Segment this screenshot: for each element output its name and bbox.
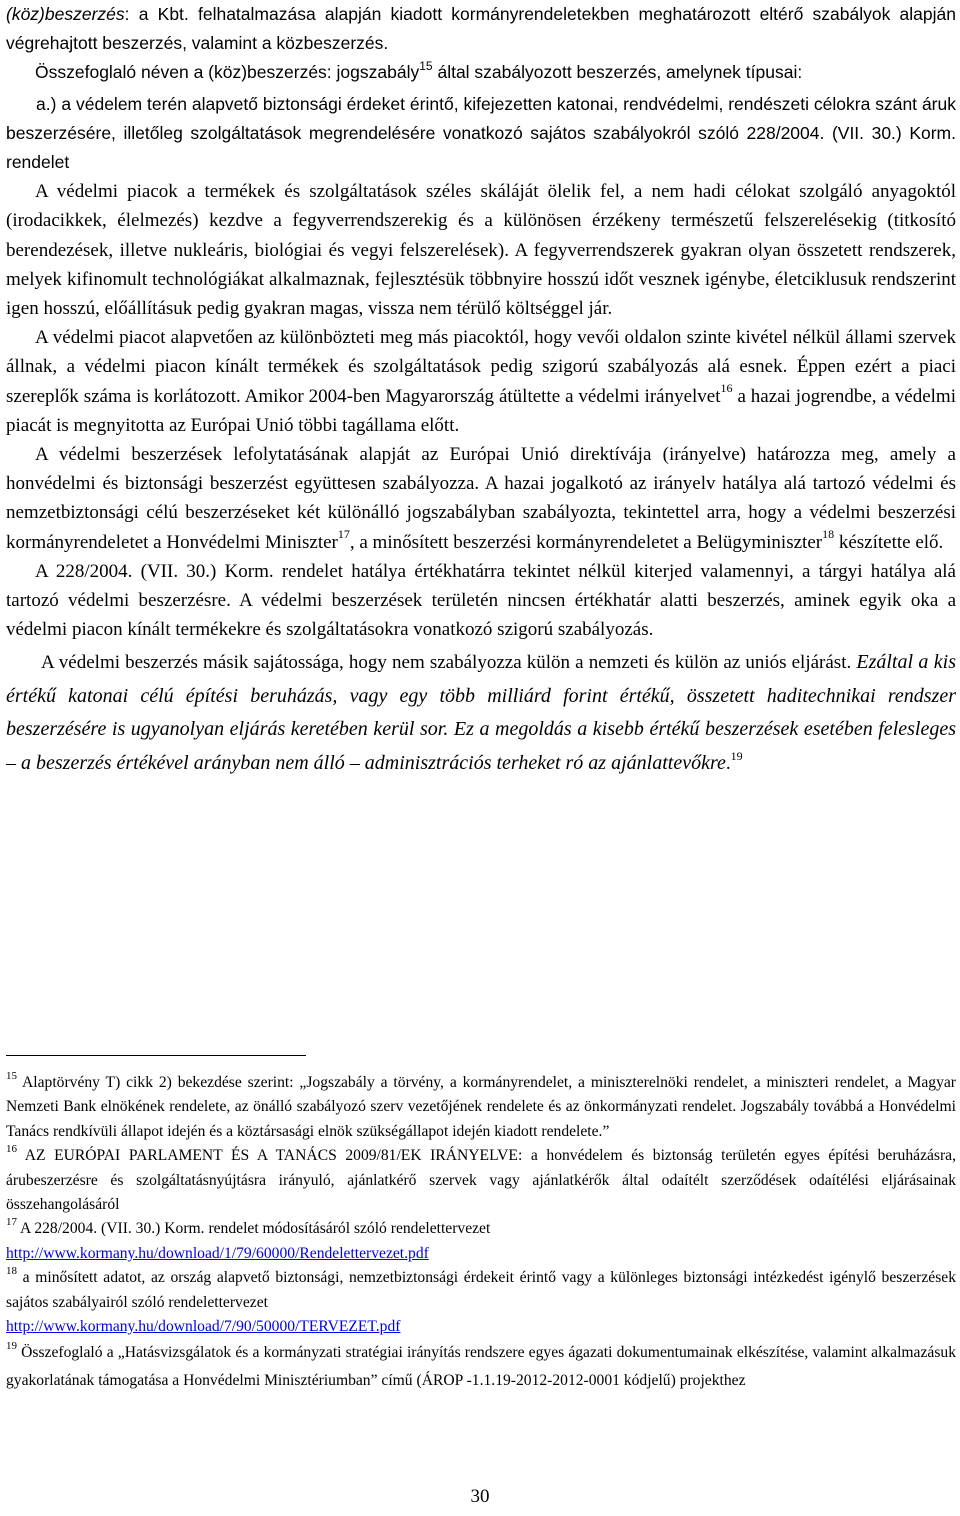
footnote-17: $^{17}$ A 228/2004. (VII. 30.) Korm. rendelet módosításáról szóló rendelettervezet http://www.kormany.hu/download/1/79/60000/Rendelettervezet.pdf [6, 1216, 491, 1262]
footnote-16: $^{16}$ AZ EURÓPAI PARLAMENT ÉS A TANÁCS 2009/81/EK IRÁNYELVE: a honvédelem és biztonság területén egyes építési beruházásra, árubeszerzésre és szolgáltatásnyújtásra irányuló, ajánlatkérő szervek vagy ajánlatkérők által odaítélt szerződések odaítélési eljárásainak összehangolásáról [6, 1143, 956, 1214]
footnote-separator [6, 1055, 306, 1056]
main-text [6, 0, 956, 780]
footnote-ref-19[interactable]: 19 [730, 748, 743, 763]
footnote-ref-17[interactable]: 17 [337, 527, 350, 542]
paragraph-procedure: A védelmi beszerzés másik sajátossága, hogy nem szabályozza külön a nemzeti és külön az uniós eljárást. Ezáltal a kis értékű katonai célú építési beruházás, vagy egy több milliárd forint értékű, összetett haditechnikai rendszer beszerzésére is ugyanolyan eljárás keretében kerül sor. Ez a megoldás a kisebb értékű beszerzések esetében felesleges – a beszerzés értékével arányban nem álló – adminisztrációs terheket ró az ajánlattevőkre.$^{19}$ [6, 651, 956, 774]
footnote-15: $^{15}$ Alaptörvény T) cikk 2) bekezdése szerint: „Jogszabály a törvény, a kormányrendelet, a miniszterelnöki rendelet, a miniszteri rendelet, a Magyar Nemzeti Bank elnökének rendelete, az önálló szabályozó szerv vezetőjének rendelete és az önkormányzati rendelet. Jogszabály továbbá a Honvédelmi Tanács rendkívüli állapot idején és a köztársasági elnök szükségállapot idején kiadott rendelete.” [6, 1069, 956, 1140]
footnote-ref-18[interactable]: 18 [822, 527, 835, 542]
page-number: 30 [470, 1486, 490, 1507]
paragraph-scope: A 228/2004. (VII. 30.) Korm. rendelet hatálya értékhatárra tekintet nélkül kiterjed valamennyi, a tárgyi hatálya alá tartozó védelmi beszerzésre. A védelmi beszerzések területén nincsen értékhatár alatti beszerzés, aminek egyik oka a védelmi piacon kínált termékekre és szolgáltatásokra vonatkozó szigorú szabályozás. [6, 560, 956, 641]
footnote-18: $^{18}$ a minősített adatot, az ország alapvető biztonsági, nemzetbiztonsági érdekeit érintő vagy a különleges biztonsági intézkedést igénylő beszerzések sajátos szabályairól szóló rendelettervezet http://www.kormany.hu/download/7/90/50000/TERVEZET.pdf [6, 1265, 956, 1336]
paragraph-type-a: a.) a védelem terén alapvető biztonsági érdeket érintő, kifejezetten katonai, rendvédelmi, rendészeti célokra szánt áruk beszerzésére, illetőleg szolgáltatások megrendelésére vonatkozó sajátos szabályokról szóló 228/2004. (VII. 30.) Korm. rendelet [6, 93, 956, 173]
paragraph-defense-markets: A védelmi piacok a termékek és szolgáltatások széles skáláját ölelik fel, a nem hadi célokat szolgáló anyagoktól (irodacikkek, élelmezés) kezdve a fegyverrendszerekig és a különösen érzékeny természetű felszerelésekig (titkosító berendezések, illetve nukleáris, biológiai és vegyi felszerelések). A fegyverrendszerek gyakran olyan összetett rendszerek, melyek kifinomult technológiákat alkalmaznak, fejlesztésük többnyire hosszú időt vesznek igénybe, életciklusuk rendszerint igen hosszú, előállításuk pedig gyakran magas, vissza nem térülő költséggel jár. [6, 181, 956, 320]
paragraph-definition [6, 0, 956, 58]
footnote-ref-15[interactable]: 15 [419, 58, 433, 73]
term-kozbeszerzes: (köz)beszerzés [6, 4, 125, 24]
paragraph-defense-market-differences: A védelmi piacot alapvetően az különbözteti meg más piacoktól, hogy vevői oldalon szinte kivétel nélkül állami szervek állnak, a védelmi piacon kínált termékek és szolgáltatások pedig szigorú szabályozás alá esnek. Éppen ezért a piaci szereplők száma is korlátozott. Amikor 2004-ben Magyarország átültette a védelmi irányelvet$^{16}$ a hazai jogrendbe, a védelmi piacát is megnyitotta az Európai Unió többi tagállama előtt. [6, 327, 956, 436]
footnote-18-link[interactable]: http://www.kormany.hu/download/7/90/50000/TERVEZET.pdf [6, 1318, 401, 1336]
footnote-17-link[interactable]: http://www.kormany.hu/download/1/79/60000/Rendelettervezet.pdf [6, 1244, 429, 1262]
footnotes [6, 1071, 956, 1395]
footnote-19: $^{19}$ Összefoglaló a „Hatásvizsgálatok és a kormányzati stratégiai irányítás rendszere egyes ágazati dokumentumainak elkészítése, valamint alkalmazásuk gyakorlatának támogatása a Honvédelmi Minisztériumban” című (ÁROP -1.1.19-2012-2012-0001 kódjelű) projekthez [6, 1340, 956, 1390]
paragraph-summary: Összefoglaló néven a (köz)beszerzés: jogszabály$^{15}$ által szabályozott beszerzés, amelynek típusai: [35, 58, 803, 83]
footnote-ref-16[interactable]: 16 [720, 381, 733, 396]
paragraph-eu-directive: A védelmi beszerzések lefolytatásának alapját az Európai Unió direktívája (irányelve) határozza meg, amely a honvédelmi és biztonsági beszerzést együttesen szabályozza. A hazai jogalkotó az irányelv hatálya alá tartozó védelmi és nemzetbiztonsági célú beszerzéseket két különálló jogszabályban szabályozta, tekintettel arra, hogy a védelmi beszerzési kormányrendeletet a Honvédelmi Miniszter$^{17}$, a minősített beszerzési kormányrendeletet a Belügyminiszter$^{18}$ készítette elő. [6, 444, 956, 553]
quoted-italic-text: Ezáltal a kis értékű katonai célú építési beruházás, vagy egy több milliárd forint értékű, összetett haditechnikai rendszer beszerzésére is ugyanolyan eljárás keretében kerül sor. Ez a megoldás a kisebb értékű beszerzések esetében felesleges – a beszerzés értékével arányban nem álló – adminisztrációs terheket ró az ajánlattevőkre [6, 651, 956, 774]
definition-text: : a Kbt. felhatalmazása alapján kiadott kormányrendeletekben meghatározott eltérő szabályok alapján végrehajtott beszerzés, valamint a közbeszerzés. [6, 4, 956, 54]
